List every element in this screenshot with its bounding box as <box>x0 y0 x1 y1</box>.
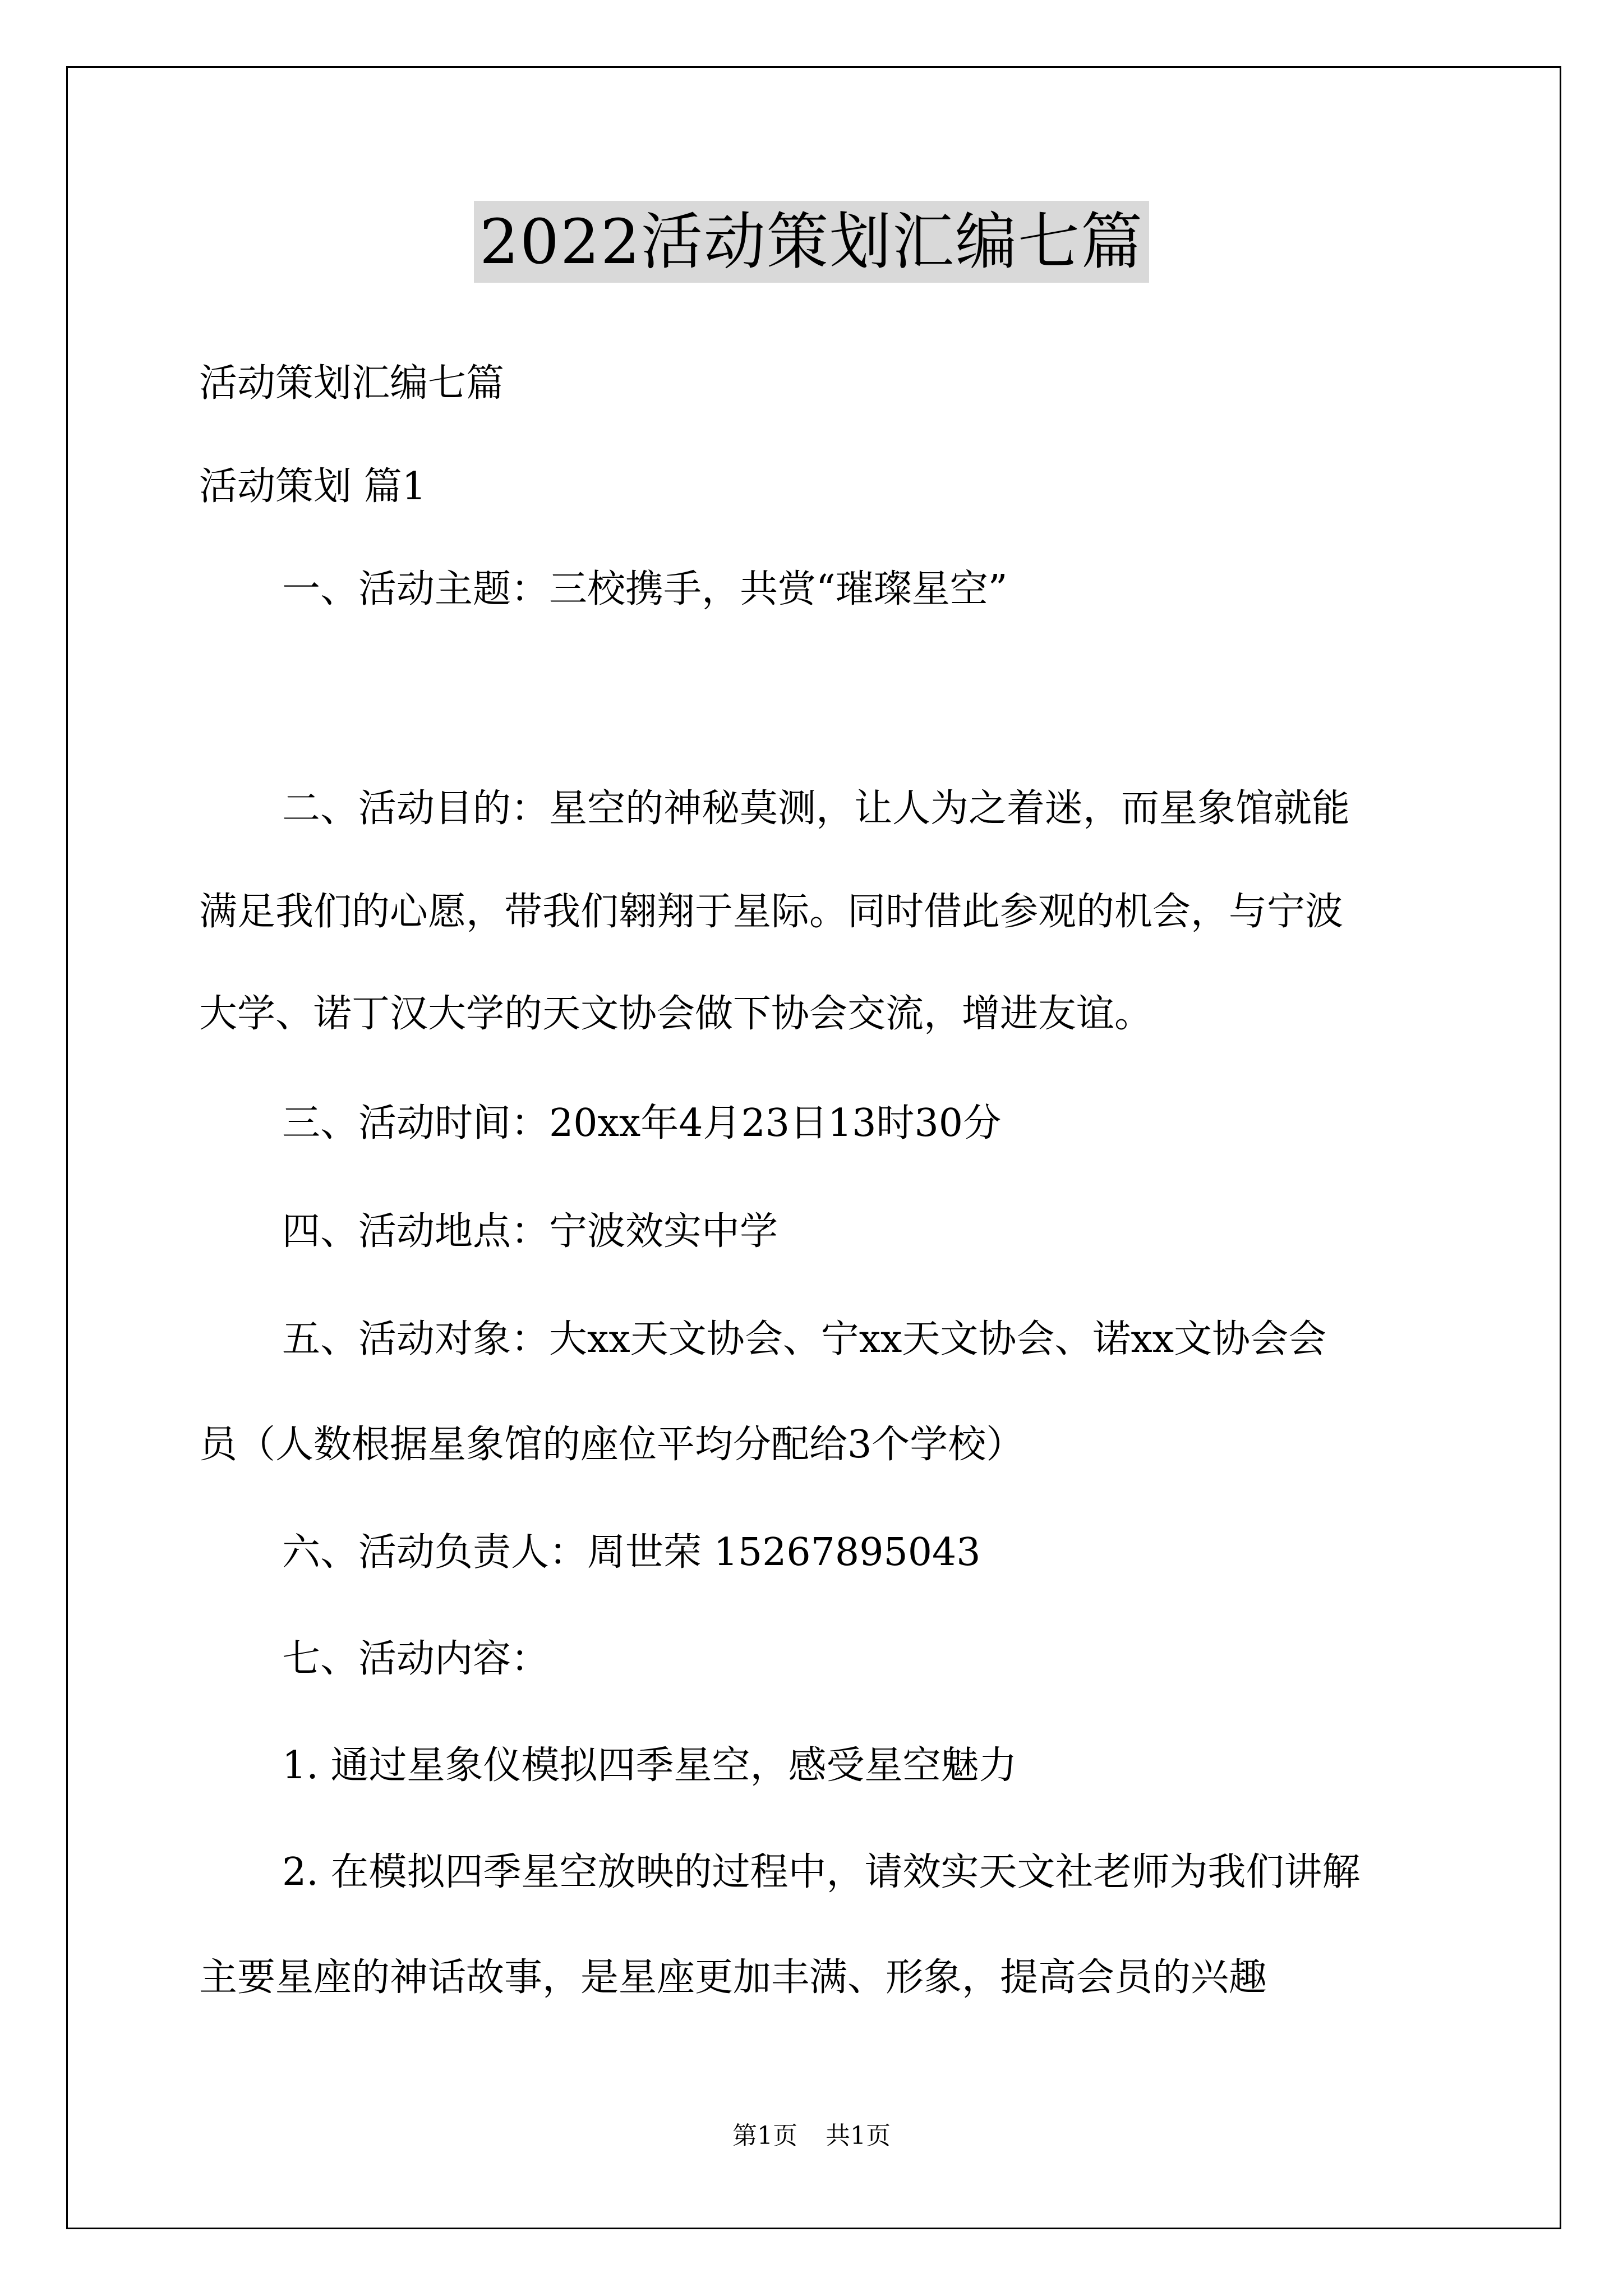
paragraph-line: 四、活动地点：宁波效实中学 <box>282 1209 778 1254</box>
paragraph-line: 二、活动目的：星空的神秘莫测，让人为之着迷，而星象馆就能 <box>282 786 1350 831</box>
paragraph-line: 主要星座的神话故事，是星座更加丰满、形象，提高会员的兴趣 <box>199 1955 1267 2000</box>
paragraph-line: 员（人数根据星象馆的座位平均分配给3个学校） <box>199 1423 1025 1467</box>
paragraph-line: 六、活动负责人：周世荣 15267895043 <box>282 1530 981 1575</box>
page-footer <box>0 2119 1623 2153</box>
section-heading: 活动策划 篇1 <box>199 464 426 509</box>
page-total: 共1页 <box>826 2122 891 2150</box>
paragraph-line: 1. 通过星象仪模拟四季星空，感受星空魅力 <box>282 1743 1017 1788</box>
paragraph-line: 满足我们的心愿，带我们翱翔于星际。同时借此参观的机会，与宁波 <box>199 890 1344 934</box>
document-title: 2022活动策划汇编七篇 <box>474 201 1149 283</box>
title-container <box>0 201 1623 283</box>
paragraph-line: 七、活动内容： <box>282 1637 550 1681</box>
paragraph-line: 大学、诺丁汉大学的天文协会做下协会交流，增进友谊。 <box>199 992 1153 1036</box>
paragraph-line: 五、活动对象：大xx天文协会、宁xx天文协会、诺xx文协会会 <box>282 1317 1327 1361</box>
document-subtitle: 活动策划汇编七篇 <box>199 361 505 406</box>
page-number: 第1页 <box>732 2122 797 2150</box>
paragraph-line: 2. 在模拟四季星空放映的过程中，请效实天文社老师为我们讲解 <box>282 1850 1361 1894</box>
paragraph-line: 一、活动主题：三校携手，共赏“璀璨星空” <box>282 567 1008 611</box>
paragraph-line: 三、活动时间：20xx年4月23日13时30分 <box>282 1101 1002 1145</box>
